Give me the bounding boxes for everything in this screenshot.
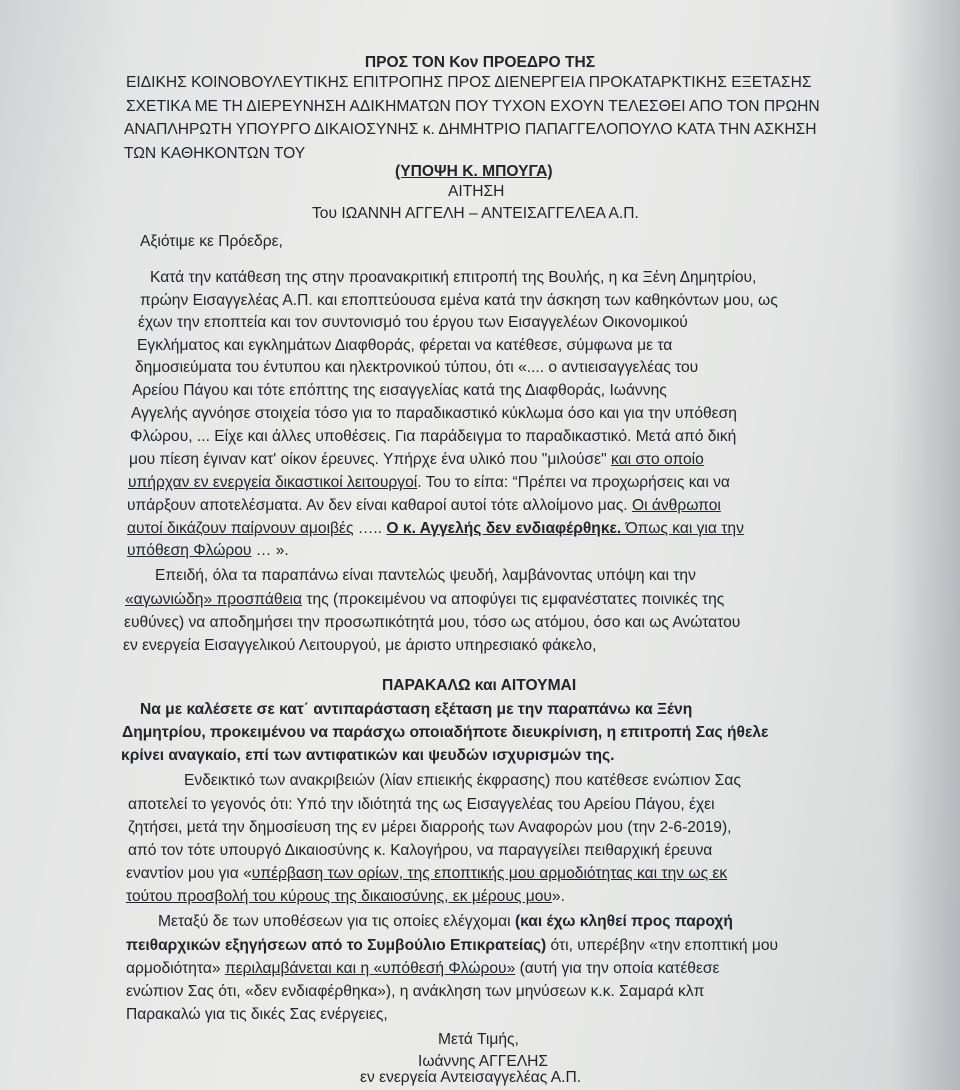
p4-line-1-bold: (και έχω κληθεί προς παροχή	[514, 913, 733, 930]
p3-line-6	[126, 887, 565, 907]
p1-line-8: Φλώρου, ... Είχε και άλλες υποθέσεις. Για παράδειγμα το παραδικαστικό. Μετά από δική	[130, 428, 737, 445]
p3-line-6-text: ».	[551, 888, 565, 905]
p1-line-9	[129, 450, 704, 470]
plea-line-2: Δημητρίου, προκειμένου να παράσχω οποιαδήποτε διευκρίνιση, η επιτροπή Σας ήθελε	[122, 724, 769, 741]
p1-line-11-underlined: Οι άνθρωποι	[631, 497, 721, 514]
p2-line-3: ευθύνες) να αποδημήσει την προσωπικότητά μου, τόσο ως ατόμου, όσο και ως Ανώτατου	[124, 614, 741, 631]
p4-line-4: ενώπιον Σας ότι, «δεν ενδιαφέρθηκα»), η ανάκληση των μηνύσεων κ.κ. Σαμαρά κλπ	[126, 983, 705, 1000]
p1-line-12-bold: Ο κ. Αγγελής δεν ενδιαφέρθηκε.	[386, 520, 622, 537]
plea-line-3: κρίνει αναγκαίο, επί των αντιφατικών και ψευδών ισχυρισμών της.	[121, 747, 615, 764]
p1-line-6: Αρείου Πάγου και τότε επόπτης της εισαγγελίας κατά της Διαφθοράς, Ιωάννης	[132, 382, 667, 399]
p3-line-6-underlined: τούτου προσβολή του κύρους της δικαιοσύνης, εκ μέρους μου	[126, 888, 552, 905]
p1-line-12	[127, 519, 744, 539]
header-line-3: ΣΧΕΤΙΚΑ ΜΕ ΤΗ ΔΙΕΡΕΥΝΗΣΗ ΑΔΙΚΗΜΑΤΩΝ ΠΟΥ ΤΥΧΟΝ ΕΧΟΥΝ ΤΕΛΕΣΘΕΙ ΑΠΟ ΤΟΝ ΠΡΩΗΝ	[126, 98, 820, 115]
from-line: Του ΙΩΑΝΝΗ ΑΓΓΕΛΗ – ΑΝΤΕΙΣΑΓΓΕΛΕΑ Α.Π.	[312, 205, 639, 222]
p1-line-13	[127, 541, 289, 561]
p1-line-5: δημοσιεύματα του έντυπου και ηλεκτρονικού τύπου, ότι «.... ο αντιεισαγγελέας του	[135, 359, 699, 376]
p1-line-13-underlined: υπόθεση Φλώρου	[127, 542, 252, 559]
p1-line-11	[127, 496, 721, 516]
p1-line-9-underlined: και στο οποίο	[611, 451, 704, 468]
p3-line-2: αποτελεί το γεγονός ότι: Υπό την ιδιότητά της ως Εισαγγελέας του Αρείου Πάγου, έχει	[128, 796, 715, 813]
p4-line-5: Παρακαλώ για τις δικές Σας ενέργειες,	[126, 1006, 388, 1023]
p3-line-4: από τον τότε υπουργό Δικαιοσύνης κ. Καλογήρου, να παραγγείλει πειθαρχική έρευνα	[128, 842, 713, 859]
p1-line-3: έχων την εποπτεία και τον συντονισμό του έργου των Εισαγγελέων Οικονομικού	[138, 314, 688, 331]
p1-line-13-text: … ».	[251, 542, 289, 559]
p2-line-2-text: της (προκειμένου να αποφύγει τις εμφανέστατες ποινικές της	[302, 591, 725, 608]
header-line-4: ΑΝΑΠΛΗΡΩΤΗ ΥΠΟΥΡΓΟ ΔΙΚΑΙΟΣΥΝΗΣ κ. ΔΗΜΗΤΡΙΟ ΠΑΠΑΓΓΕΛΟΠΟΥΛΟ ΚΑΤΑ ΤΗΝ ΑΣΚΗΣΗ	[124, 121, 817, 138]
p1-line-12-tail: Όπως και για την	[621, 520, 744, 537]
p1-line-10	[128, 473, 730, 493]
p4-line-3-text: αρμοδιότητα»	[126, 960, 225, 977]
p1-line-12-underlined: αυτοί δικάζουν παίρνουν αμοιβές	[127, 520, 354, 537]
header-line-1: ΠΡΟΣ ΤΟΝ Κον ΠΡΟΕΔΡΟ ΤΗΣ	[364, 54, 596, 71]
p3-line-3: ζητήσει, μετά την δημοσίευση της εν μέρει διαρροής των Αναφορών μου (την 2-6-2019),	[128, 819, 732, 836]
p3-line-5	[126, 864, 727, 884]
p2-line-2-underlined: «αγωνιώδη» προσπάθεια	[125, 591, 303, 608]
p2-line-2	[125, 590, 724, 610]
p1-line-10-underlined: υπήρχαν εν ενεργεία δικαστικοί λειτουργοί	[128, 474, 418, 491]
plea-title: ΠΑΡΑΚΑΛΩ και ΑΙΤΟΥΜΑΙ	[382, 677, 577, 694]
attention-line: (ΥΠΟΨΗ Κ. ΜΠΟΥΓΑ)	[395, 163, 553, 180]
p4-line-3-underlined: περιλαμβάνεται και η «υπόθεσή Φλώρου»	[224, 960, 516, 977]
p4-line-2-text: ότι, υπερέβην «την εποπτική μου	[546, 937, 779, 954]
p1-line-11-text: υπάρξουν αποτελέσματα. Αν δεν είναι καθαροί αυτοί τότε αλλοίμονο μας.	[127, 497, 632, 514]
p1-line-10-text: . Του το είπα: “Πρέπει να προχωρήσεις και να	[417, 474, 730, 491]
signature-title: εν ενεργεία Αντεισαγγελέας Α.Π.	[360, 1069, 582, 1086]
plea-line-1: Να με καλέσετε σε κατ΄ αντιπαράσταση εξέταση με την παραπάνω κα Ξένη	[140, 701, 693, 718]
p1-line-9-text: μου πίεση έγιναν κατ' οίκον έρευνες. Υπήρχε ένα υλικό που "μιλούσε"	[129, 451, 611, 468]
p4-line-1-text: Μεταξύ δε των υποθέσεων για τις οποίες ελέγχομαι	[158, 913, 515, 930]
p1-line-4: Εγκλήματος και εγκλημάτων Διαφθοράς, φέρεται να κατέθεσε, σύμφωνα με τα	[137, 337, 673, 354]
p1-line-1: Κατά την κατάθεση της στην προανακριτική επιτροπή της Βουλής, η κα Ξένη Δημητρίου,	[150, 269, 757, 286]
header-line-5: ΤΩΝ ΚΑΘΗΚΟΝΤΩΝ ΤΟΥ	[124, 145, 306, 162]
p3-line-5-text: εναντίον μου για «	[126, 865, 252, 882]
p1-line-2: πρώην Εισαγγελέας Α.Π. και εποπτεύουσα εμένα κατά την άσκηση των καθηκόντων μου, ως	[140, 292, 778, 309]
p1-line-7: Αγγελής αγνόησε στοιχεία τόσο για το παραδικαστικό κύκλωμα όσο και για την υπόθεση	[131, 405, 737, 422]
p2-line-1: Επειδή, όλα τα παραπάνω είναι παντελώς ψευδή, λαμβάνοντας υπόψη και την	[155, 567, 696, 584]
p4-line-3-tail: (αυτή για την οποία κατέθεσε	[515, 960, 720, 977]
p4-line-1	[158, 912, 733, 932]
salutation: Αξιότιμε κε Πρόεδρε,	[140, 233, 283, 250]
page-shadow	[890, 0, 960, 1090]
p4-line-2-bold: πειθαρχικών εξηγήσεων από το Συμβούλιο Επικρατείας)	[126, 937, 547, 954]
p3-line-1: Ενδεικτικό των ανακριβειών (λίαν επιεικής έκφρασης) που κατέθεσε ενώπιον Σας	[184, 772, 741, 789]
closing: Μετά Τιμής,	[438, 1031, 519, 1048]
signature-name: Ιωάννης ΑΓΓΕΛΗΣ	[418, 1053, 549, 1070]
p3-line-5-underlined: υπέρβαση των ορίων, της εποπτικής μου αρμοδιότητας και την ως εκ	[251, 865, 728, 882]
p1-line-12-dots: …..	[353, 520, 387, 537]
p4-line-2	[126, 936, 778, 956]
p4-line-3	[126, 959, 719, 979]
header-line-2: ΕΙΔΙΚΗΣ ΚΟΙΝΟΒΟΥΛΕΥΤΙΚΗΣ ΕΠΙΤΡΟΠΗΣ ΠΡΟΣ ΔΙΕΝΕΡΓΕΙΑ ΠΡΟΚΑΤΑΡΚΤΙΚΗΣ ΕΞΕΤΑΣΗΣ	[126, 74, 812, 91]
request-title: ΑΙΤΗΣΗ	[448, 183, 505, 200]
p2-line-4: εν ενεργεία Εισαγγελικού Λειτουργού, με άριστο υπηρεσιακό φάκελο,	[123, 637, 597, 654]
